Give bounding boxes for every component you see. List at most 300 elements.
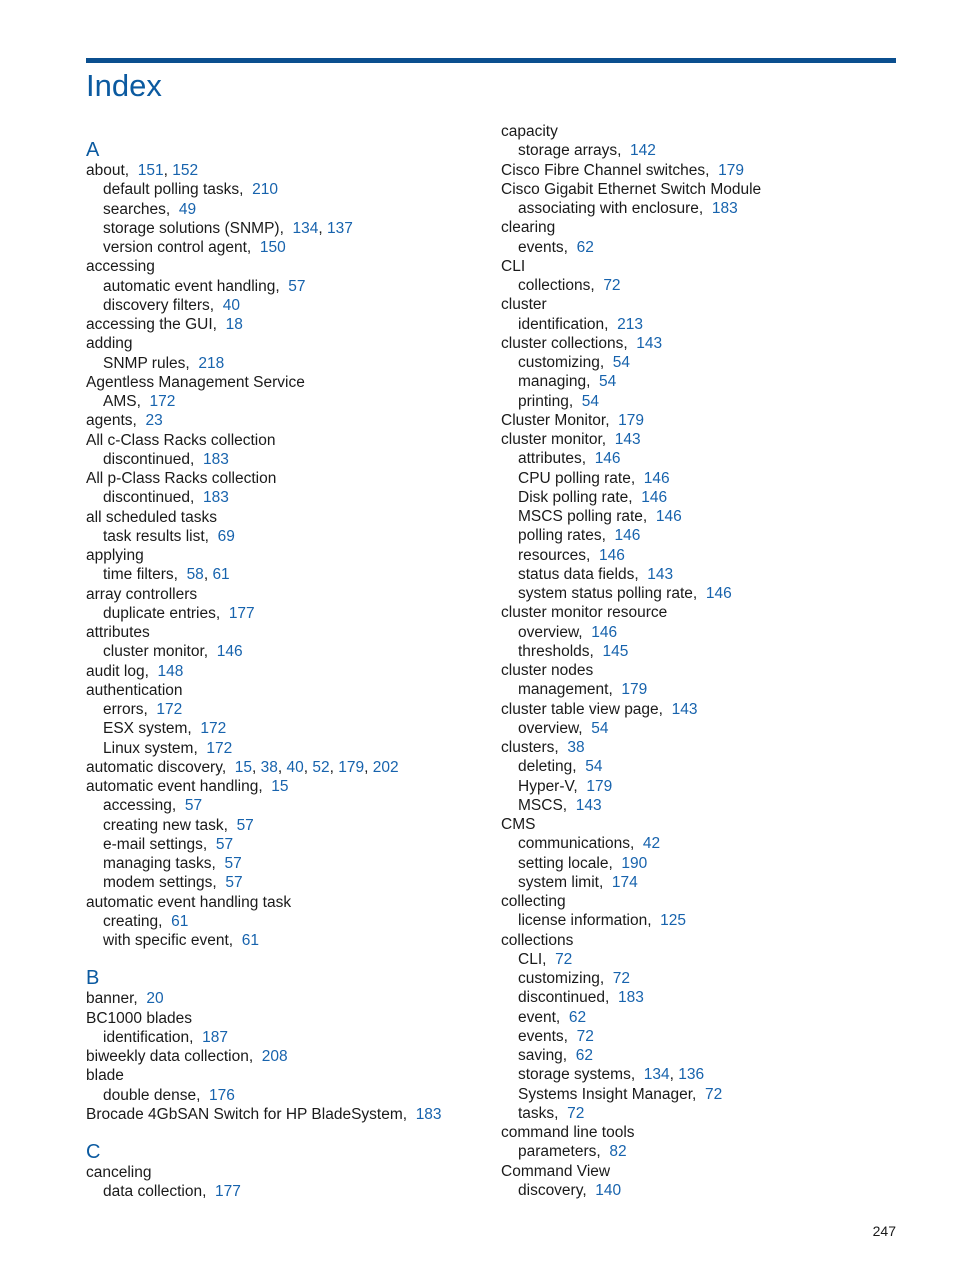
page-link[interactable]: 15 [271, 778, 289, 795]
index-entry [86, 546, 486, 565]
page-link[interactable]: 15 [234, 758, 253, 776]
index-subentry: storage systems, 134, 136 [518, 1066, 705, 1084]
page-link[interactable]: 177 [215, 1183, 241, 1201]
index-subentry [501, 1085, 901, 1104]
page-link[interactable]: 179 [718, 161, 744, 179]
page-link[interactable]: 179 [621, 681, 648, 699]
index-term: double dense, [103, 1086, 201, 1104]
index-subentry [86, 296, 486, 315]
index-subentry [86, 796, 486, 815]
index-term: version control agent, [103, 239, 252, 256]
page-link[interactable]: 143 [575, 796, 602, 814]
index-term: cluster monitor, [501, 431, 607, 448]
index-subentry [86, 450, 486, 469]
index-term: attributes, [518, 450, 587, 468]
index-entry [86, 1163, 486, 1182]
page-link[interactable]: 183 [415, 1105, 442, 1123]
index-term: collections, [518, 277, 595, 294]
index-entry [86, 681, 486, 700]
index-term: setting locale, [518, 854, 613, 872]
page-link[interactable]: 172 [156, 701, 183, 718]
index-subentry [501, 565, 901, 584]
page-link[interactable]: 125 [660, 912, 687, 930]
index-term: overview, [518, 623, 583, 641]
index-term: deleting, [518, 758, 577, 776]
index-subentry [501, 719, 901, 738]
index-term: adding [86, 335, 133, 353]
page-link[interactable]: 54 [585, 758, 603, 776]
index-subentry [86, 700, 486, 719]
index-term: automatic event handling, [103, 277, 280, 295]
index-entry [501, 161, 901, 180]
index-subentry [501, 488, 901, 507]
index-subentry [86, 604, 486, 623]
index-term: biweekly data collection, [86, 1048, 254, 1065]
index-term: automatic discovery, [86, 758, 227, 776]
index-subentry [501, 854, 901, 873]
index-letter-heading: A [86, 139, 100, 161]
index-term: automatic event handling task [86, 893, 292, 911]
index-term: command line tools [501, 1124, 635, 1141]
index-subentry [501, 834, 901, 853]
page-link[interactable]: 82 [609, 1143, 627, 1161]
page-link[interactable]: 69 [217, 527, 235, 545]
index-term: Hyper-V, [518, 777, 578, 795]
index-subentry [501, 1046, 901, 1065]
index-term: CMS [501, 816, 536, 833]
index-term: discontinued, [103, 489, 195, 507]
page-link[interactable]: 150 [259, 239, 286, 256]
page-link[interactable]: 146 [705, 585, 732, 602]
index-entry [501, 334, 901, 353]
page-link[interactable]: 146 [655, 508, 682, 525]
index-subentry [501, 950, 901, 969]
index-entry [501, 700, 901, 719]
index-term: storage systems, [518, 1066, 636, 1084]
index-term: parameters, [518, 1143, 601, 1161]
page-link[interactable]: 54 [581, 392, 600, 410]
index-entry [86, 411, 486, 430]
index-term: CLI [501, 257, 526, 275]
index-term: array controllers [86, 585, 198, 603]
index-subentry [501, 1008, 901, 1027]
index-subentry [501, 141, 901, 160]
index-entry [501, 815, 901, 834]
page-link[interactable]: 54 [599, 373, 617, 391]
index-entry [501, 738, 901, 757]
index-term: polling rates, [518, 527, 606, 545]
page-link[interactable]: 38 [567, 739, 585, 756]
index-term: Linux system, [103, 739, 198, 757]
page-link[interactable]: 58 [186, 566, 204, 584]
page-number: 247 [872, 1223, 896, 1239]
page-link[interactable]: 72 [567, 1104, 585, 1122]
index-term: cluster monitor, [103, 643, 209, 661]
page-link[interactable]: 172 [200, 720, 227, 738]
index-term: CPU polling rate, [518, 469, 636, 487]
index-term: banner, [86, 990, 138, 1008]
index-term: identification, [103, 1028, 194, 1046]
index-entry [501, 661, 901, 680]
index-term: Brocade 4GbSAN Switch for HP BladeSystem, [86, 1105, 408, 1123]
index-subentry [86, 392, 486, 411]
page-link[interactable]: 172 [206, 739, 233, 757]
page-link[interactable]: 136 [678, 1066, 705, 1084]
index-subentry [501, 796, 901, 815]
page-link[interactable]: 208 [261, 1048, 288, 1065]
index-term: creating new task, [103, 816, 228, 834]
index-term: Command View [501, 1162, 611, 1180]
index-term: cluster monitor resource [501, 604, 668, 622]
index-term: Cluster Monitor, [501, 411, 610, 429]
index-term: identification, [518, 315, 609, 333]
page-link[interactable]: 134 [643, 1066, 670, 1084]
index-term: with specific event, [103, 932, 234, 949]
index-entry: automatic discovery, 15, 38, 40, 52, 179, 202 [86, 758, 399, 776]
page-link[interactable]: 179 [618, 411, 645, 429]
page-link[interactable]: 143 [647, 565, 674, 583]
index-term: creating, [103, 912, 163, 930]
index-term: events, [518, 1027, 568, 1045]
page-link[interactable]: 142 [630, 142, 656, 160]
index-subentry: storage solutions (SNMP), 134, 137 [103, 219, 353, 237]
index-term: printing, [518, 392, 574, 410]
index-term: Cisco Gigabit Ethernet Switch Module [501, 180, 762, 198]
index-subentry [501, 680, 901, 699]
index-term: discovery filters, [103, 296, 215, 314]
index-term: management, [518, 681, 613, 699]
index-term: time filters, [103, 566, 178, 584]
index-term: audit log, [86, 662, 149, 680]
page-link[interactable]: 72 [603, 277, 621, 294]
index-term: cluster collections, [501, 334, 628, 352]
index-subentry [86, 200, 486, 219]
index-subentry [86, 354, 486, 373]
page-link[interactable]: 179 [586, 777, 613, 795]
page-link[interactable]: 134 [292, 219, 319, 237]
index-entry [86, 777, 486, 796]
index-term: cluster [501, 296, 547, 314]
page-link[interactable]: 172 [149, 393, 176, 410]
index-term: managing tasks, [103, 855, 216, 872]
index-subentry [86, 1182, 486, 1201]
index-term: MSCS polling rate, [518, 508, 648, 525]
index-term: license information, [518, 912, 652, 930]
index-letter-heading: B [86, 967, 100, 990]
index-term: discontinued, [518, 989, 610, 1007]
page-link[interactable]: 146 [643, 469, 670, 487]
page-link[interactable]: 61 [212, 566, 230, 584]
index-term: system status polling rate, [518, 585, 698, 602]
index-term: e-mail settings, [103, 835, 208, 853]
index-entry [501, 257, 901, 276]
index-term: SNMP rules, [103, 354, 190, 372]
index-entry [501, 1162, 901, 1181]
index-term: about, [86, 162, 130, 179]
index-term: Systems Insight Manager, [518, 1085, 697, 1103]
page-link[interactable]: 187 [202, 1028, 228, 1046]
index-subentry [501, 873, 901, 892]
index-entry [86, 431, 486, 450]
page-link[interactable]: 42 [642, 835, 661, 853]
index-entry [501, 931, 901, 950]
index-term: clearing [501, 219, 556, 237]
index-subentry [86, 873, 486, 892]
page-link[interactable]: 40 [286, 758, 304, 776]
index-subentry [86, 238, 486, 257]
index-term: customizing, [518, 354, 605, 371]
index-term: system limit, [518, 873, 604, 891]
page-link[interactable]: 54 [591, 719, 609, 737]
index-subentry [86, 854, 486, 873]
index-term: all scheduled tasks [86, 508, 217, 526]
index-subentry [501, 584, 901, 603]
page-link[interactable]: 143 [636, 334, 663, 352]
index-term: accessing [86, 258, 155, 276]
page-link[interactable]: 23 [145, 412, 163, 430]
page-link[interactable]: 210 [252, 181, 278, 199]
page-link[interactable]: 146 [216, 643, 243, 661]
index-subentry [86, 1086, 486, 1105]
index-term: overview, [518, 719, 583, 737]
index-subentry [501, 392, 901, 411]
index-subentry [501, 911, 901, 930]
index-entry [86, 893, 486, 912]
index-term: Cisco Fibre Channel switches, [501, 161, 710, 179]
index-subentry [501, 469, 901, 488]
page-link[interactable]: 152 [172, 162, 199, 179]
index-term: ESX system, [103, 720, 192, 738]
page-link[interactable]: 72 [555, 950, 573, 968]
index-subentry [86, 527, 486, 546]
index-subentry [501, 546, 901, 565]
index-term: storage arrays, [518, 142, 622, 160]
index-entry [501, 430, 901, 449]
index-term: associating with enclosure, [518, 200, 704, 217]
index-subentry [86, 931, 486, 950]
index-subentry [501, 353, 901, 372]
index-subentry [86, 277, 486, 296]
index-entry [86, 373, 486, 392]
index-term: storage solutions (SNMP), [103, 219, 284, 237]
page-link[interactable]: 148 [157, 662, 184, 680]
page-link[interactable]: 143 [614, 431, 641, 448]
index-term: CLI, [518, 950, 547, 968]
index-subentry: time filters, 58, 61 [103, 566, 230, 584]
index-subentry [501, 507, 901, 526]
index-subentry [501, 757, 901, 776]
index-entry [86, 469, 486, 488]
index-term: status data fields, [518, 565, 639, 583]
index-subentry [86, 488, 486, 507]
index-term: cluster nodes [501, 662, 594, 679]
index-term: customizing, [518, 970, 605, 987]
page-link[interactable]: 54 [612, 354, 631, 371]
index-subentry [501, 449, 901, 468]
page-link[interactable]: 62 [568, 1008, 587, 1026]
page-link[interactable]: 202 [372, 758, 399, 776]
index-column-left [86, 139, 486, 1202]
index-entry [501, 295, 901, 314]
page-link[interactable]: 62 [576, 238, 594, 256]
page-link[interactable]: 61 [241, 932, 259, 949]
header-rule [86, 58, 896, 63]
page-link[interactable]: 40 [222, 296, 240, 314]
index-term: automatic event handling, [86, 778, 263, 795]
index-term: agents, [86, 412, 137, 430]
index-subentry [501, 372, 901, 391]
page-link[interactable]: 218 [198, 354, 225, 372]
index-entry [86, 334, 486, 353]
page-link[interactable]: 61 [171, 912, 189, 930]
index-subentry [86, 180, 486, 199]
index-entry [86, 585, 486, 604]
index-subentry [501, 1142, 901, 1161]
index-subentry [501, 1181, 901, 1200]
index-term: applying [86, 547, 144, 564]
index-entry [86, 989, 486, 1008]
index-term: default polling tasks, [103, 181, 244, 199]
index-entry [86, 1105, 486, 1124]
index-term: canceling [86, 1164, 152, 1181]
index-term: accessing, [103, 797, 177, 815]
page-link[interactable]: 146 [591, 623, 618, 641]
index-entry [86, 623, 486, 642]
index-entry [501, 1123, 901, 1142]
page-link[interactable]: 49 [178, 200, 197, 218]
index-term: managing, [518, 373, 591, 391]
page-link[interactable]: 190 [621, 854, 648, 872]
page-link[interactable]: 183 [711, 200, 738, 217]
index-entry [501, 603, 901, 622]
index-term: collections [501, 931, 574, 949]
index-entry [86, 315, 486, 334]
page-link[interactable]: 20 [146, 990, 164, 1008]
index-term: thresholds, [518, 642, 594, 660]
index-entry [501, 892, 901, 911]
index-term: events, [518, 238, 568, 256]
page-link[interactable]: 140 [595, 1181, 622, 1199]
index-entry [86, 257, 486, 276]
index-term: BC1000 blades [86, 1009, 192, 1027]
index-entry [501, 180, 901, 199]
index-entry: about, 151, 152 [86, 162, 199, 179]
index-term: Disk polling rate, [518, 488, 633, 506]
index-entry [86, 508, 486, 527]
index-term: discontinued, [103, 450, 195, 468]
page-link[interactable]: 176 [209, 1086, 235, 1104]
page-link[interactable]: 57 [225, 874, 243, 892]
page-link[interactable]: 18 [225, 316, 243, 333]
index-subentry [501, 777, 901, 796]
page-link[interactable]: 72 [576, 1027, 594, 1045]
page-link[interactable]: 57 [236, 816, 254, 834]
index-term: blade [86, 1067, 124, 1085]
page-link[interactable]: 57 [288, 277, 306, 295]
index-subentry [86, 912, 486, 931]
index-letter-heading: C [86, 1141, 101, 1163]
index-term: saving, [518, 1047, 568, 1064]
index-term: All c-Class Racks collection [86, 431, 276, 449]
page-link[interactable]: 38 [260, 758, 278, 776]
index-term: duplicate entries, [103, 604, 221, 622]
page-link[interactable]: 72 [704, 1085, 723, 1103]
page-link[interactable]: 146 [594, 450, 621, 468]
index-term: authentication [86, 681, 183, 699]
index-subentry [86, 739, 486, 758]
index-subentry [501, 315, 901, 334]
page-link[interactable]: 146 [614, 527, 641, 545]
index-term: capacity [501, 123, 558, 140]
index-term: cluster table view page, [501, 700, 663, 718]
page-title: Index [86, 68, 162, 103]
index-term: accessing the GUI, [86, 316, 217, 333]
page-link[interactable]: 179 [338, 758, 365, 776]
page-link[interactable]: 183 [202, 489, 229, 507]
index-subentry [501, 642, 901, 661]
page-link[interactable]: 145 [602, 642, 629, 660]
index-term: resources, [518, 546, 591, 564]
index-subentry [86, 1028, 486, 1047]
index-subentry [501, 969, 901, 988]
index-term: Agentless Management Service [86, 373, 305, 391]
index-term: searches, [103, 200, 171, 218]
index-term: task results list, [103, 527, 209, 545]
page-link[interactable]: 57 [184, 797, 203, 815]
page-link[interactable]: 174 [611, 873, 638, 891]
page-link[interactable]: 137 [327, 219, 353, 237]
index-term: attributes [86, 624, 150, 641]
index-term: modem settings, [103, 874, 217, 892]
index-subentry [86, 816, 486, 835]
index-subentry [501, 276, 901, 295]
index-entry [86, 1066, 486, 1085]
index-subentry [501, 526, 901, 545]
page-link[interactable]: 183 [617, 989, 644, 1007]
index-term: errors, [103, 701, 148, 718]
page-link[interactable]: 57 [215, 835, 234, 853]
index-entry [501, 411, 901, 430]
index-term: discovery, [518, 1181, 587, 1199]
page-link[interactable]: 146 [641, 488, 668, 506]
page-link[interactable]: 183 [202, 450, 229, 468]
index-entry [86, 1047, 486, 1066]
index-term: communications, [518, 835, 635, 853]
index-term: data collection, [103, 1183, 207, 1201]
page-link[interactable]: 52 [312, 758, 330, 776]
index-term: AMS, [103, 393, 141, 410]
index-subentry [501, 1027, 901, 1046]
page-link[interactable]: 213 [617, 315, 643, 333]
index-column-right [501, 122, 901, 1200]
index-term: tasks, [518, 1104, 559, 1122]
page-link[interactable]: 62 [575, 1047, 593, 1064]
page-link[interactable]: 143 [671, 700, 698, 718]
index-subentry [501, 1104, 901, 1123]
page-link[interactable]: 151 [137, 162, 164, 179]
page-link[interactable]: 72 [612, 970, 631, 987]
page-link[interactable]: 177 [228, 604, 255, 622]
index-subentry [501, 238, 901, 257]
page-link[interactable]: 146 [599, 546, 625, 564]
index-term: clusters, [501, 739, 559, 756]
index-subentry [501, 988, 901, 1007]
page-link[interactable]: 57 [224, 855, 242, 872]
index-term: event, [518, 1008, 561, 1026]
index-subentry [501, 623, 901, 642]
index-subentry [501, 199, 901, 218]
index-term: collecting [501, 893, 566, 910]
